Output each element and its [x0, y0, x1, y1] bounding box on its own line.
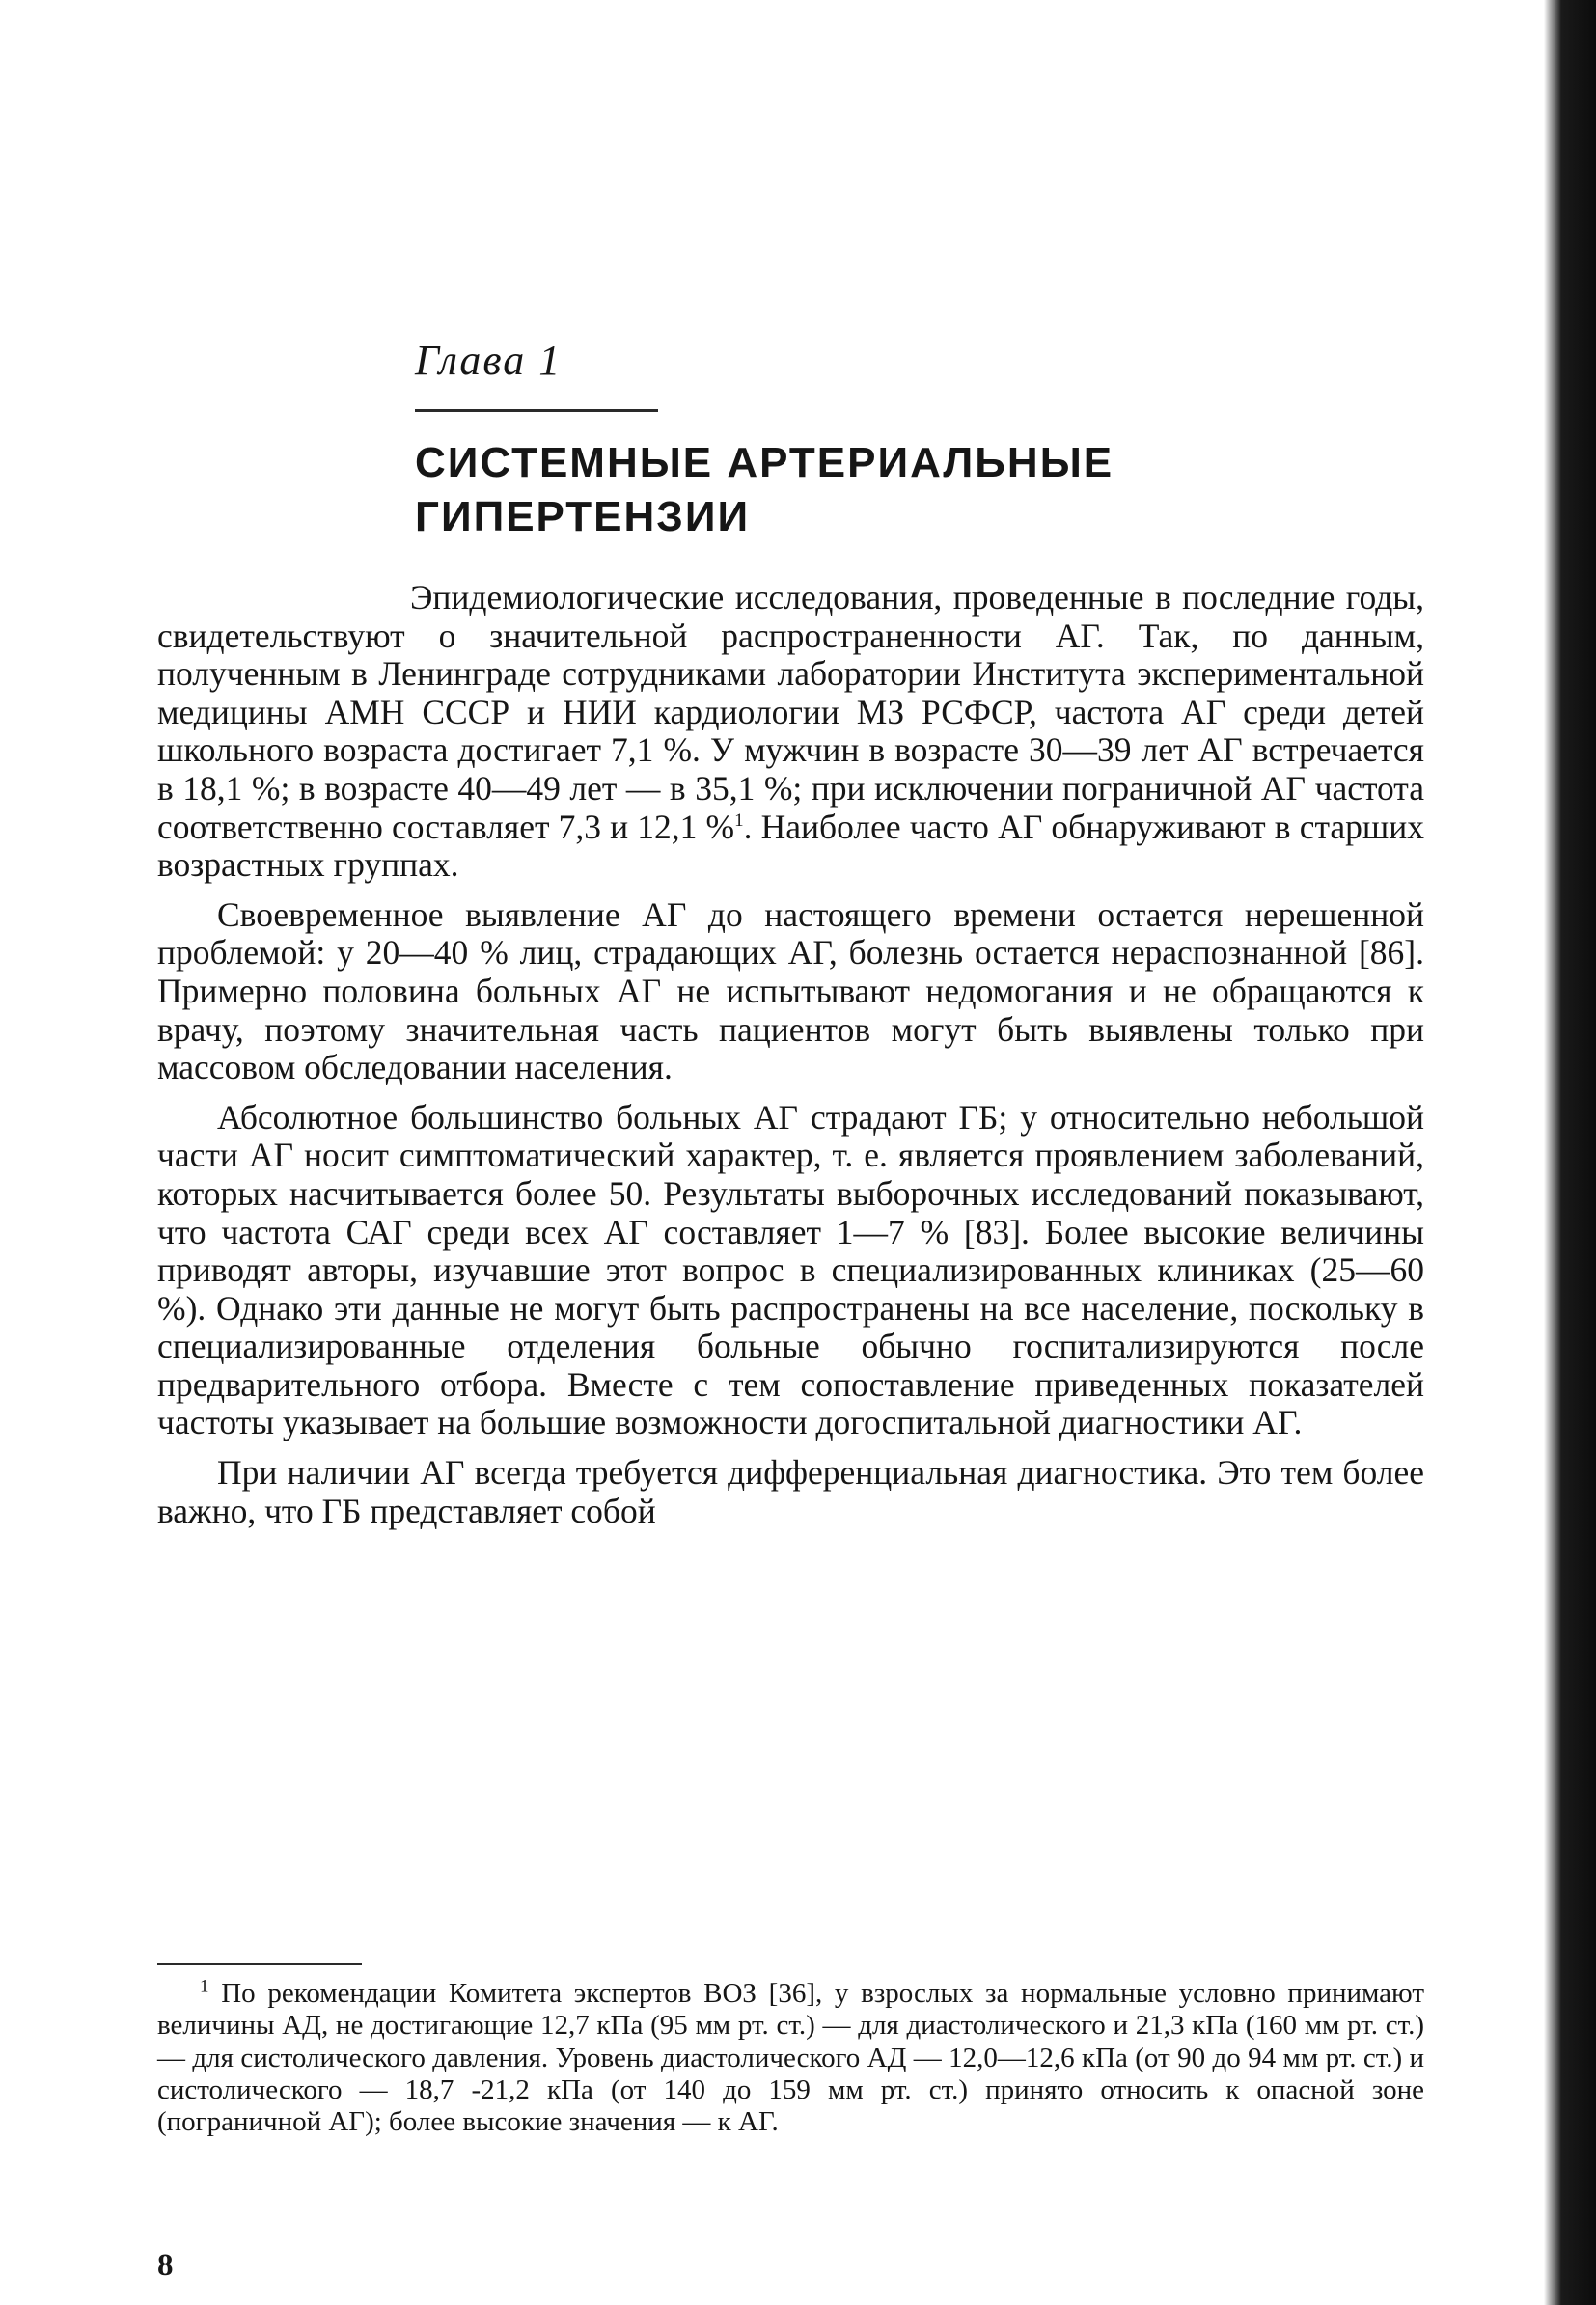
body-text	[157, 579, 1424, 1542]
footnote	[157, 1978, 1424, 2138]
scan-binding-shadow	[1536, 0, 1596, 2305]
footnote-mark: 1	[200, 1976, 209, 1997]
chapter-rule	[415, 409, 658, 412]
footnote-paragraph	[157, 1978, 1424, 2138]
footnote-rule	[157, 1963, 362, 1965]
footnote-text: По рекомендации Комитета экспертов ВОЗ [36], у взрослых за нормальные условно принимают величины АД, не достигающие 12,7 кПа (95 мм рт. ст.) — для диастолического и 21,3 кПа (160 мм рт. ст.) — для систолического давления. Уровень диастолического АД — 12,0—12,6 кПа (от 90 до 94 мм рт. ст.) и систолического — 18,7 -21,2 кПа (от 140 до 159 мм рт. ст.) принято относить к опасной зоне (пограничной АГ); более высокие значения — к АГ.	[157, 1978, 1424, 2138]
paragraph-1	[157, 579, 1424, 885]
chapter-label: Глава 1	[415, 337, 563, 384]
paragraph-1-text: Эпидемиологические исследования, проведенные в последние годы, свидетельствуют о значительной распространенности АГ. Так, по данным, полученным в Ленинграде сотрудниками лаборатории Института экспериментальной медицины АМН СССР и НИИ кардиологии МЗ РСФСР, частота АГ среди детей школьного возраста достигает 7,1 %. У мужчин в возрасте 30—39 лет АГ встречается в 18,1 %; в возрасте 40—49 лет — в 35,1 %; при исключении пограничной АГ частота соответственно составляет 7,3 и 12,1 %	[157, 578, 1424, 846]
chapter-title	[415, 436, 1187, 544]
paragraph-2: Своевременное выявление АГ до настоящего времени остается нерешенной проблемой: у 20—40 % лиц, страдающих АГ, болезнь остается нераспознанной [86]. Примерно половина больных АГ не испытывают недомогания и не обращаются к врачу, поэтому значительная часть пациентов могут быть выявлены только при массовом обследовании населения.	[157, 894, 1424, 1087]
paragraph-1-end: . Наиболее часто АГ обнаруживают в старших возрастных группах.	[157, 807, 1424, 885]
paragraph-4: При наличии АГ всегда требуется дифференциальная диагностика. Это тем более важно, что ГБ представляет собой	[157, 1453, 1424, 1530]
chapter-title-line-1: СИСТЕМНЫЕ АРТЕРИАЛЬНЫЕ	[415, 439, 1114, 486]
footnote-reference: 1	[734, 809, 744, 831]
chapter-title-line-2: ГИПЕРТЕНЗИИ	[415, 493, 751, 540]
paragraph-3: Абсолютное большинство больных АГ страдают ГБ; у относительно небольшой части АГ носит симптоматический характер, т. е. является проявлением заболеваний, которых насчитывается более 50. Результаты выборочных исследований показывают, что частота САГ среди всех АГ составляет 1—7 % [83]. Более высокие величины приводят авторы, изучавшие этот вопрос в специализированных клиниках (25—60 %). Однако эти данные не могут быть распространены на все население, поскольку в специализированные отделения больные обычно госпитализируются после предварительного отбора. Вместе с тем сопоставление приведенных показателей частоты указывает на большие возможности догоспитальной диагностики АГ.	[157, 1097, 1424, 1442]
page-number: 8	[157, 2248, 174, 2283]
